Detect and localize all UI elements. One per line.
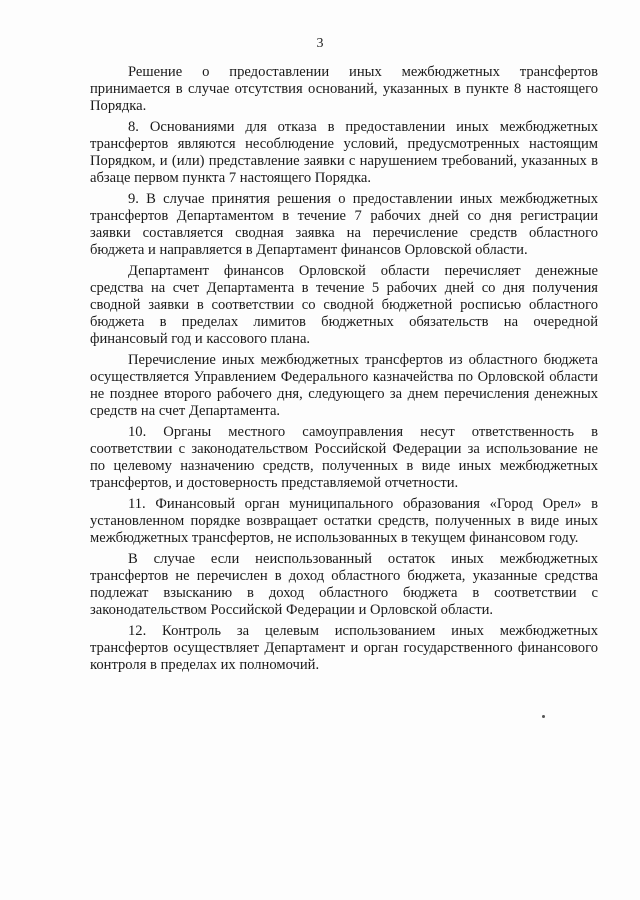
paragraph-finance-department: Департамент финансов Орловской области перечисляет денежные средства на счет Департамента в течение 5 рабочих дней со дня получения сводной заявки в соответствии со сводной бюджетной росписью областного бюджета в пределах лимитов бюджетных обязательств на очередной финансовый год и кассового плана. [90, 263, 598, 347]
paragraph-item-11: 11. Финансовый орган муниципального образования «Город Орел» в установленном порядке возвращает остатки средств, полученных в виде иных межбюджетных трансфертов, не использованных в текущем финансовом году. [90, 496, 598, 546]
paragraph-unused-balance: В случае если неиспользованный остаток иных межбюджетных трансфертов не перечислен в доход областного бюджета, указанные средства подлежат взысканию в доход областного бюджета в соответствии с законодательством Российской Федерации и Орловской области. [90, 551, 598, 618]
paragraph-item-12: 12. Контроль за целевым использованием иных межбюджетных трансфертов осуществляет Департамент и орган государственного финансового контроля в пределах их полномочий. [90, 623, 598, 673]
scan-speck [542, 715, 545, 718]
paragraph-treasury-transfer: Перечисление иных межбюджетных трансфертов из областного бюджета осуществляется Управлением Федерального казначейства по Орловской области не позднее второго рабочего дня, следующего за днем перечисления денежных средств на счет Департамента. [90, 352, 598, 419]
page-number: 3 [316, 36, 324, 51]
document-body [90, 64, 598, 674]
paragraph-item-8: 8. Основаниями для отказа в предоставлении иных межбюджетных трансфертов являются несоблюдение условий, предусмотренных настоящим Порядком, и (или) представление заявки с нарушением требований, указанных в абзаце первом пункта 7 настоящего Порядка. [90, 119, 598, 186]
paragraph-item-10: 10. Органы местного самоуправления несут ответственность в соответствии с законодательством Российской Федерации за использование не по целевому назначению средств, полученных в виде иных межбюджетных трансфертов, и достоверность представляемой отчетности. [90, 424, 598, 491]
paragraph-item-9: 9. В случае принятия решения о предоставлении иных межбюджетных трансфертов Департаментом в течение 7 рабочих дней со дня регистрации заявки составляется сводная заявка на перечисление средств областного бюджета и направляется в Департамент финансов Орловской области. [90, 191, 598, 258]
paragraph-decision: Решение о предоставлении иных межбюджетных трансфертов принимается в случае отсутствия оснований, указанных в пункте 8 настоящего Порядка. [90, 64, 598, 114]
